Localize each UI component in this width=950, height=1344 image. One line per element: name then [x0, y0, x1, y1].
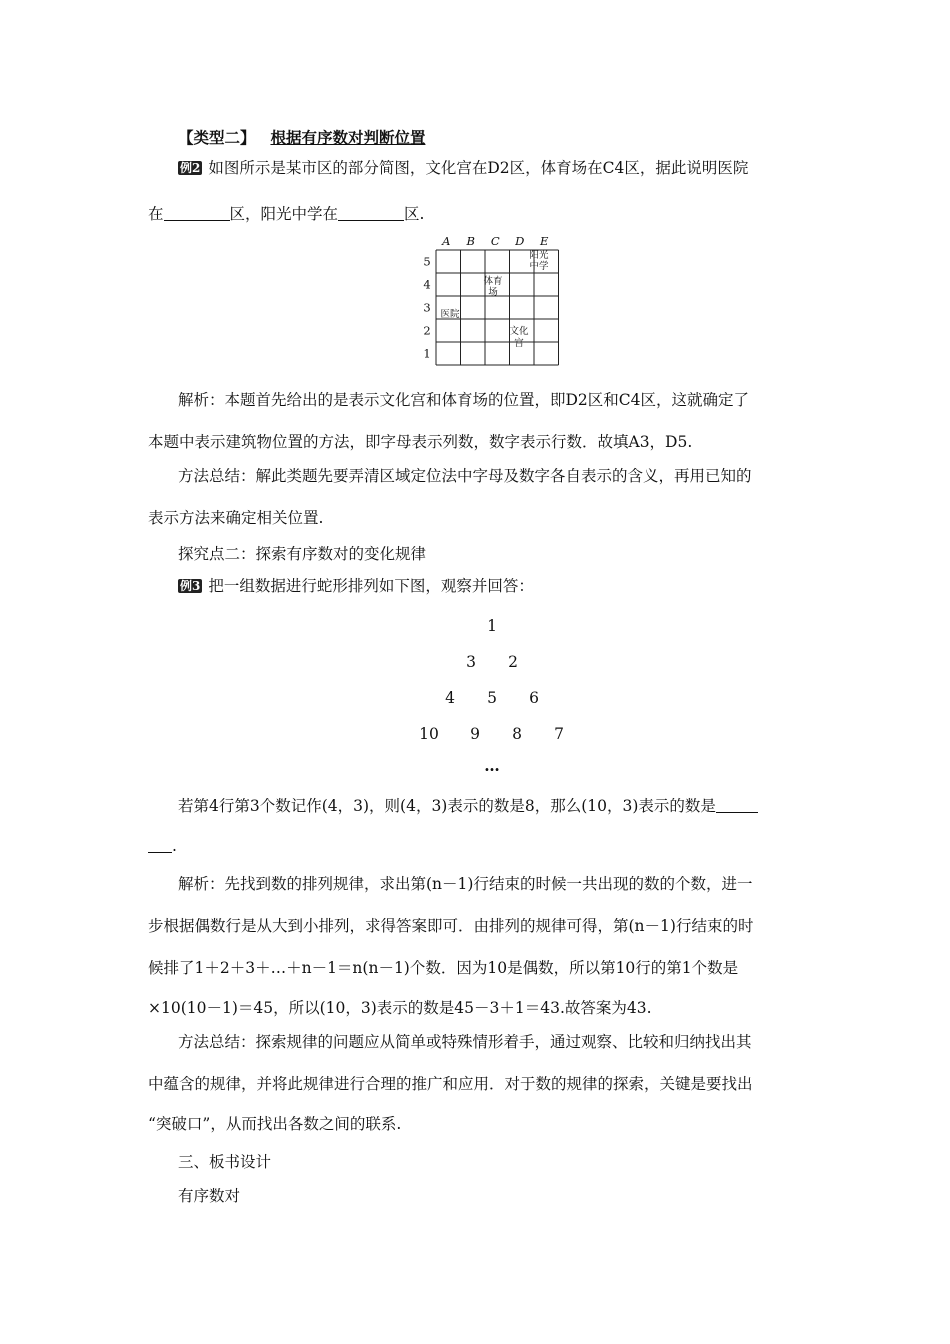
example3-line	[178, 576, 838, 596]
question3-text: 若第4行第3个数记作(4，3)，则(4，3)表示的数是8，那么(10，3)表示的数是	[178, 797, 716, 815]
triangle-number: 4	[445, 689, 455, 707]
analysis2-line1: 解析：本题首先给出的是表示文化宫和体育场的位置，即D2区和C4区，这就确定了	[178, 391, 750, 409]
example2-text: 如图所示是某市区的部分简图，文化宫在D2区，体育场在C4区，据此说明医院	[208, 159, 749, 177]
summary3-line3: “突破口”，从而找出各数之间的联系.	[148, 1115, 402, 1133]
board-title: 有序数对	[178, 1187, 241, 1205]
row-label: 1	[423, 346, 431, 361]
example2-text-a: 在	[148, 205, 164, 223]
triangle-number: 3	[466, 653, 476, 671]
map-label-stadium-2: 场	[488, 287, 498, 298]
example2-text-b: 区，阳光中学在	[229, 205, 339, 223]
summary3-line1: 方法总结：探索规律的问题应从简单或特殊情形着手，通过观察、比较和归纳找出其	[178, 1033, 752, 1051]
row-label: 5	[423, 254, 431, 269]
column-label: D	[515, 234, 525, 248]
analysis3-line1: 解析：先找到数的排列规律，求出第(n－1)行结束的时候一共出现的数的个数，进一	[178, 875, 753, 893]
section-heading-bracket: 【类型二】	[178, 128, 256, 147]
example3-tag: 例3	[180, 579, 201, 593]
analysis3-line3: 候排了1＋2＋3＋…＋n－1＝n(n－1)个数．因为10是偶数，所以第10行的第1个数是	[148, 959, 739, 977]
column-label: A	[442, 234, 451, 248]
triangle-number: 5	[487, 689, 497, 707]
analysis3-line4: ×10(10－1)＝45，所以(10，3)表示的数是45－3＋1＝43.故答案为43.	[148, 999, 652, 1017]
map-label-culture-palace-2: 宫	[514, 338, 524, 349]
row-label: 3	[423, 300, 431, 315]
map-label-sunshine-school-2: 中学	[529, 261, 549, 272]
analysis3-line2: 步根据偶数行是从大到小排列，求得答案即可．由排列的规律可得，第(n－1)行结束的时	[148, 917, 754, 935]
answer-blank-q3-part2	[148, 837, 172, 853]
map-label-stadium-1: 体育	[483, 276, 503, 287]
answer-blank-q3-part1	[716, 797, 758, 813]
part3-title: 三、板书设计	[178, 1153, 272, 1171]
explore-point-2: 探究点二：探索有序数对的变化规律	[178, 545, 427, 563]
section-heading-text: 根据有序数对判断位置	[270, 128, 426, 147]
column-label: C	[490, 234, 500, 248]
triangle-number: 7	[554, 725, 564, 743]
summary2-line2: 表示方法来确定相关位置.	[148, 509, 324, 527]
question3-line2	[148, 836, 808, 856]
summary2-line1: 方法总结：解此类题先要弄清区域定位法中字母及数字各自表示的含义，再用已知的	[178, 467, 752, 485]
row-label: 4	[423, 277, 431, 292]
analysis2-line2: 本题中表示建筑物位置的方法，即字母表示列数，数字表示行数．故填A3，D5.	[148, 433, 693, 451]
triangle-number: 9	[470, 725, 480, 743]
example2-line1	[178, 158, 838, 178]
triangle-number: 10	[419, 725, 439, 743]
question3-line1	[178, 796, 838, 816]
example3-text: 把一组数据进行蛇形排列如下图，观察并回答：	[208, 577, 534, 595]
map-label-culture-palace-1: 文化	[509, 326, 529, 337]
summary3-line2: 中蕴含的规律，并将此规律进行合理的推广和应用．对于数的规律的探索，关键是要找出	[148, 1075, 753, 1093]
example2-text-c: 区.	[404, 205, 425, 223]
answer-blank-hospital	[164, 205, 230, 221]
column-label: B	[466, 234, 475, 248]
city-grid-map	[418, 232, 566, 374]
answer-blank-school	[338, 205, 404, 221]
question3-end: .	[172, 837, 177, 855]
map-label-sunshine-school-1: 阳光	[529, 250, 549, 261]
triangle-number: 1	[487, 617, 497, 635]
triangle-number: 2	[508, 653, 518, 671]
section-heading	[178, 128, 838, 148]
triangle-number: 6	[529, 689, 539, 707]
map-label-hospital: 医院	[440, 309, 460, 320]
triangle-ellipsis-text: …	[484, 756, 500, 775]
row-label: 2	[423, 323, 431, 338]
example2-tag: 例2	[180, 161, 201, 175]
example2-line2	[148, 204, 808, 224]
column-label: E	[540, 234, 549, 248]
triangle-number: 8	[512, 725, 522, 743]
